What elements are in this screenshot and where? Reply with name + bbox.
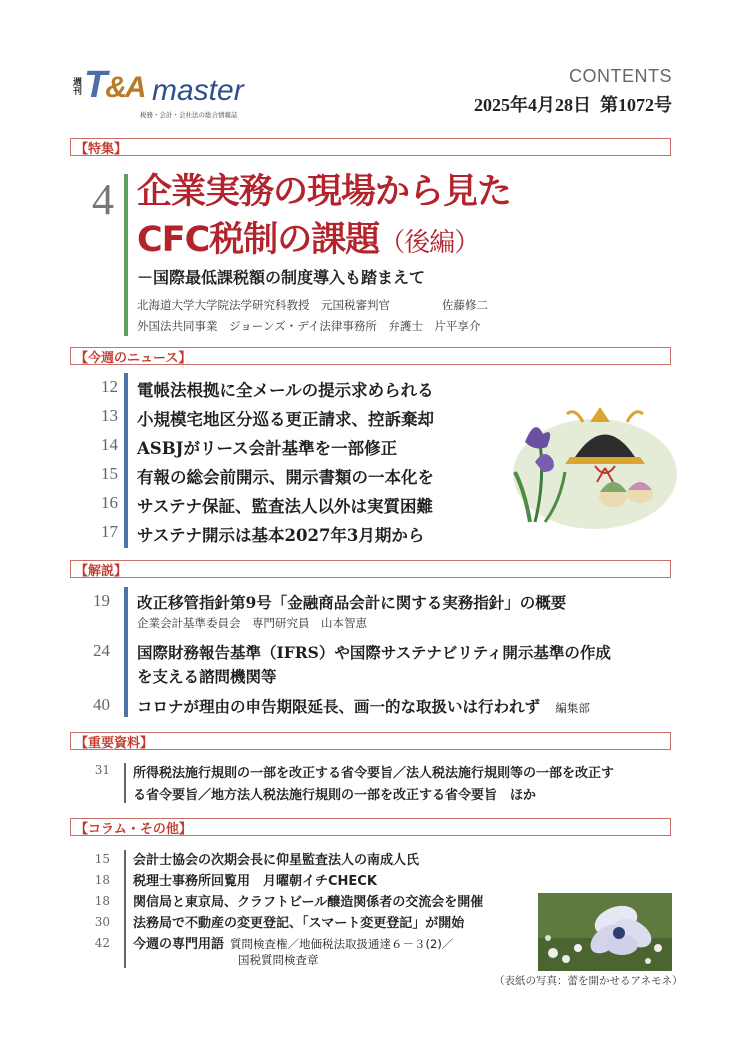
feature-subtitle: －国際最低課税額の制度導入も踏まえて [137, 268, 426, 287]
commentary-title[interactable]: 改正移管指針第9号「金融商品会計に関する実務指針」の概要 [137, 593, 567, 612]
feature-author-2: 外国法共同事業 ジョーンズ・デイ法律事務所 弁護士 片平享介 [137, 319, 481, 333]
feature-accent-bar [124, 174, 128, 336]
feature-title[interactable]: 企業実務の現場から見た CFC税制の課題（後編） [137, 172, 512, 260]
feature-page-number: 4 [92, 175, 114, 224]
columns-accent-bar [124, 850, 126, 968]
feature-author-1: 北海道大学大学院法学研究科教授 元国税審判官 佐藤修二 [137, 298, 488, 312]
feature-section-bar [70, 138, 671, 156]
materials-section-bar [70, 732, 671, 750]
commentary-page-number: 40 [93, 695, 110, 714]
contents-label: CONTENTS [569, 66, 672, 86]
materials-accent-bar [124, 763, 126, 803]
issue-date: 2025年4月28日 第1072号 [474, 95, 672, 115]
logo-ta: T&A [84, 64, 145, 106]
materials-line-1[interactable]: 所得税法施行規則の一部を改正する省令要旨／法人税法施行規則等の一部を改正す [133, 766, 615, 781]
materials-section-label: 【重要資料】 [75, 736, 154, 751]
commentary-author: 編集部 [555, 701, 590, 715]
columns-section-bar [70, 818, 671, 836]
materials-line-2[interactable]: る省令要旨／地方法人税法施行規則の一部を改正する省令要旨 ほか [133, 788, 537, 803]
materials-page-number: 31 [94, 763, 110, 777]
news-accent-bar [124, 373, 128, 548]
commentary-section-bar [70, 560, 671, 578]
logo-tagline: 税務・会計・会社法の総合情報誌 [140, 111, 238, 119]
anemone-photo [538, 893, 672, 971]
commentary-section-label: 【解説】 [75, 564, 128, 579]
news-section-label: 【今週のニュース】 [75, 351, 192, 366]
commentary-page-number: 19 [93, 591, 110, 610]
logo-weekly: 週刊 [71, 77, 81, 95]
news-section-bar [70, 347, 671, 365]
cover-photo-caption: （表紙の写真：蕾を開かせるアネモネ） [494, 975, 683, 987]
commentary-accent-bar [124, 587, 128, 717]
feature-section-label: 【特集】 [75, 142, 128, 157]
column-item-continuation: 国税質問検査章 [238, 953, 319, 967]
commentary-title[interactable]: 国際財務報告基準（IFRS）や国際サステナビリティ開示基準の作成 [137, 643, 611, 662]
commentary-title[interactable]: コロナが理由の申告期限延長、画一的な取扱いは行われず 編集部 [137, 697, 590, 716]
logo-master: master [152, 74, 244, 107]
commentary-title-cont[interactable]: を支える諮問機関等 [137, 667, 277, 686]
commentary-author: 企業会計基準委員会 専門研究員 山本智恵 [137, 616, 367, 630]
columns-section-label: 【コラム・その他】 [75, 822, 192, 837]
kabuto-iris-illustration [505, 402, 685, 532]
commentary-page-number: 24 [93, 641, 110, 660]
